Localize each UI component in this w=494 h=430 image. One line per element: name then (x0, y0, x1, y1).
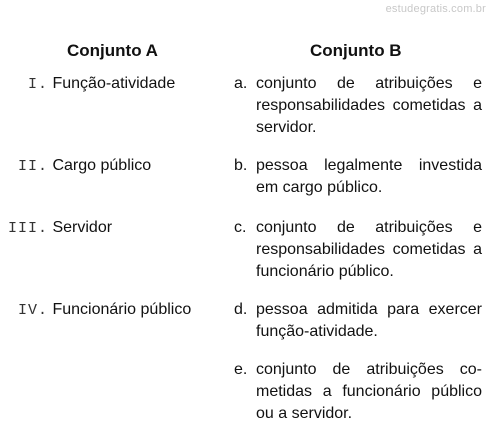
set-a-item (28, 73, 175, 96)
set-b-item-text: pessoa legalmente investida em cargo público. (256, 157, 482, 196)
set-b-item (234, 359, 482, 425)
set-a-item-text: Funcionário público (52, 301, 192, 318)
roman-numeral: IV. (18, 302, 49, 319)
set-a-item (8, 217, 112, 240)
set-b-item-text: conjunto de atribuições e responsabilidades cometidas a servidor. (256, 75, 482, 136)
watermark: estudegratis.com.br (385, 3, 486, 15)
set-a-item-text: Servidor (52, 219, 113, 236)
roman-numeral: III. (8, 220, 49, 237)
heading-conjunto-b: Conjunto B (310, 41, 402, 60)
set-b-item (234, 73, 482, 139)
roman-numeral: II. (18, 158, 49, 175)
roman-numeral: I. (28, 76, 49, 93)
set-a-item (18, 299, 191, 322)
set-b-item (234, 155, 482, 199)
item-letter: e. (234, 361, 248, 378)
item-letter: c. (234, 219, 247, 236)
set-b-item-text: pessoa admitida para exercer função-atividade. (256, 301, 482, 340)
item-letter: b. (234, 157, 248, 174)
item-letter: a. (234, 75, 248, 92)
set-a-item (18, 155, 151, 178)
set-b-item (234, 217, 482, 283)
set-b-item-text: conjunto de atribuições cometidas a funcionário público ou a servidor. (256, 361, 482, 422)
set-b-item (234, 299, 482, 343)
item-letter: d. (234, 301, 248, 318)
set-b-item-text: conjunto de atribuições e responsabilidades cometidas a funcionário público. (256, 219, 482, 280)
heading-conjunto-a: Conjunto A (67, 41, 158, 60)
set-a-item-text: Função-atividade (52, 75, 176, 92)
set-a-item-text: Cargo público (52, 157, 152, 174)
